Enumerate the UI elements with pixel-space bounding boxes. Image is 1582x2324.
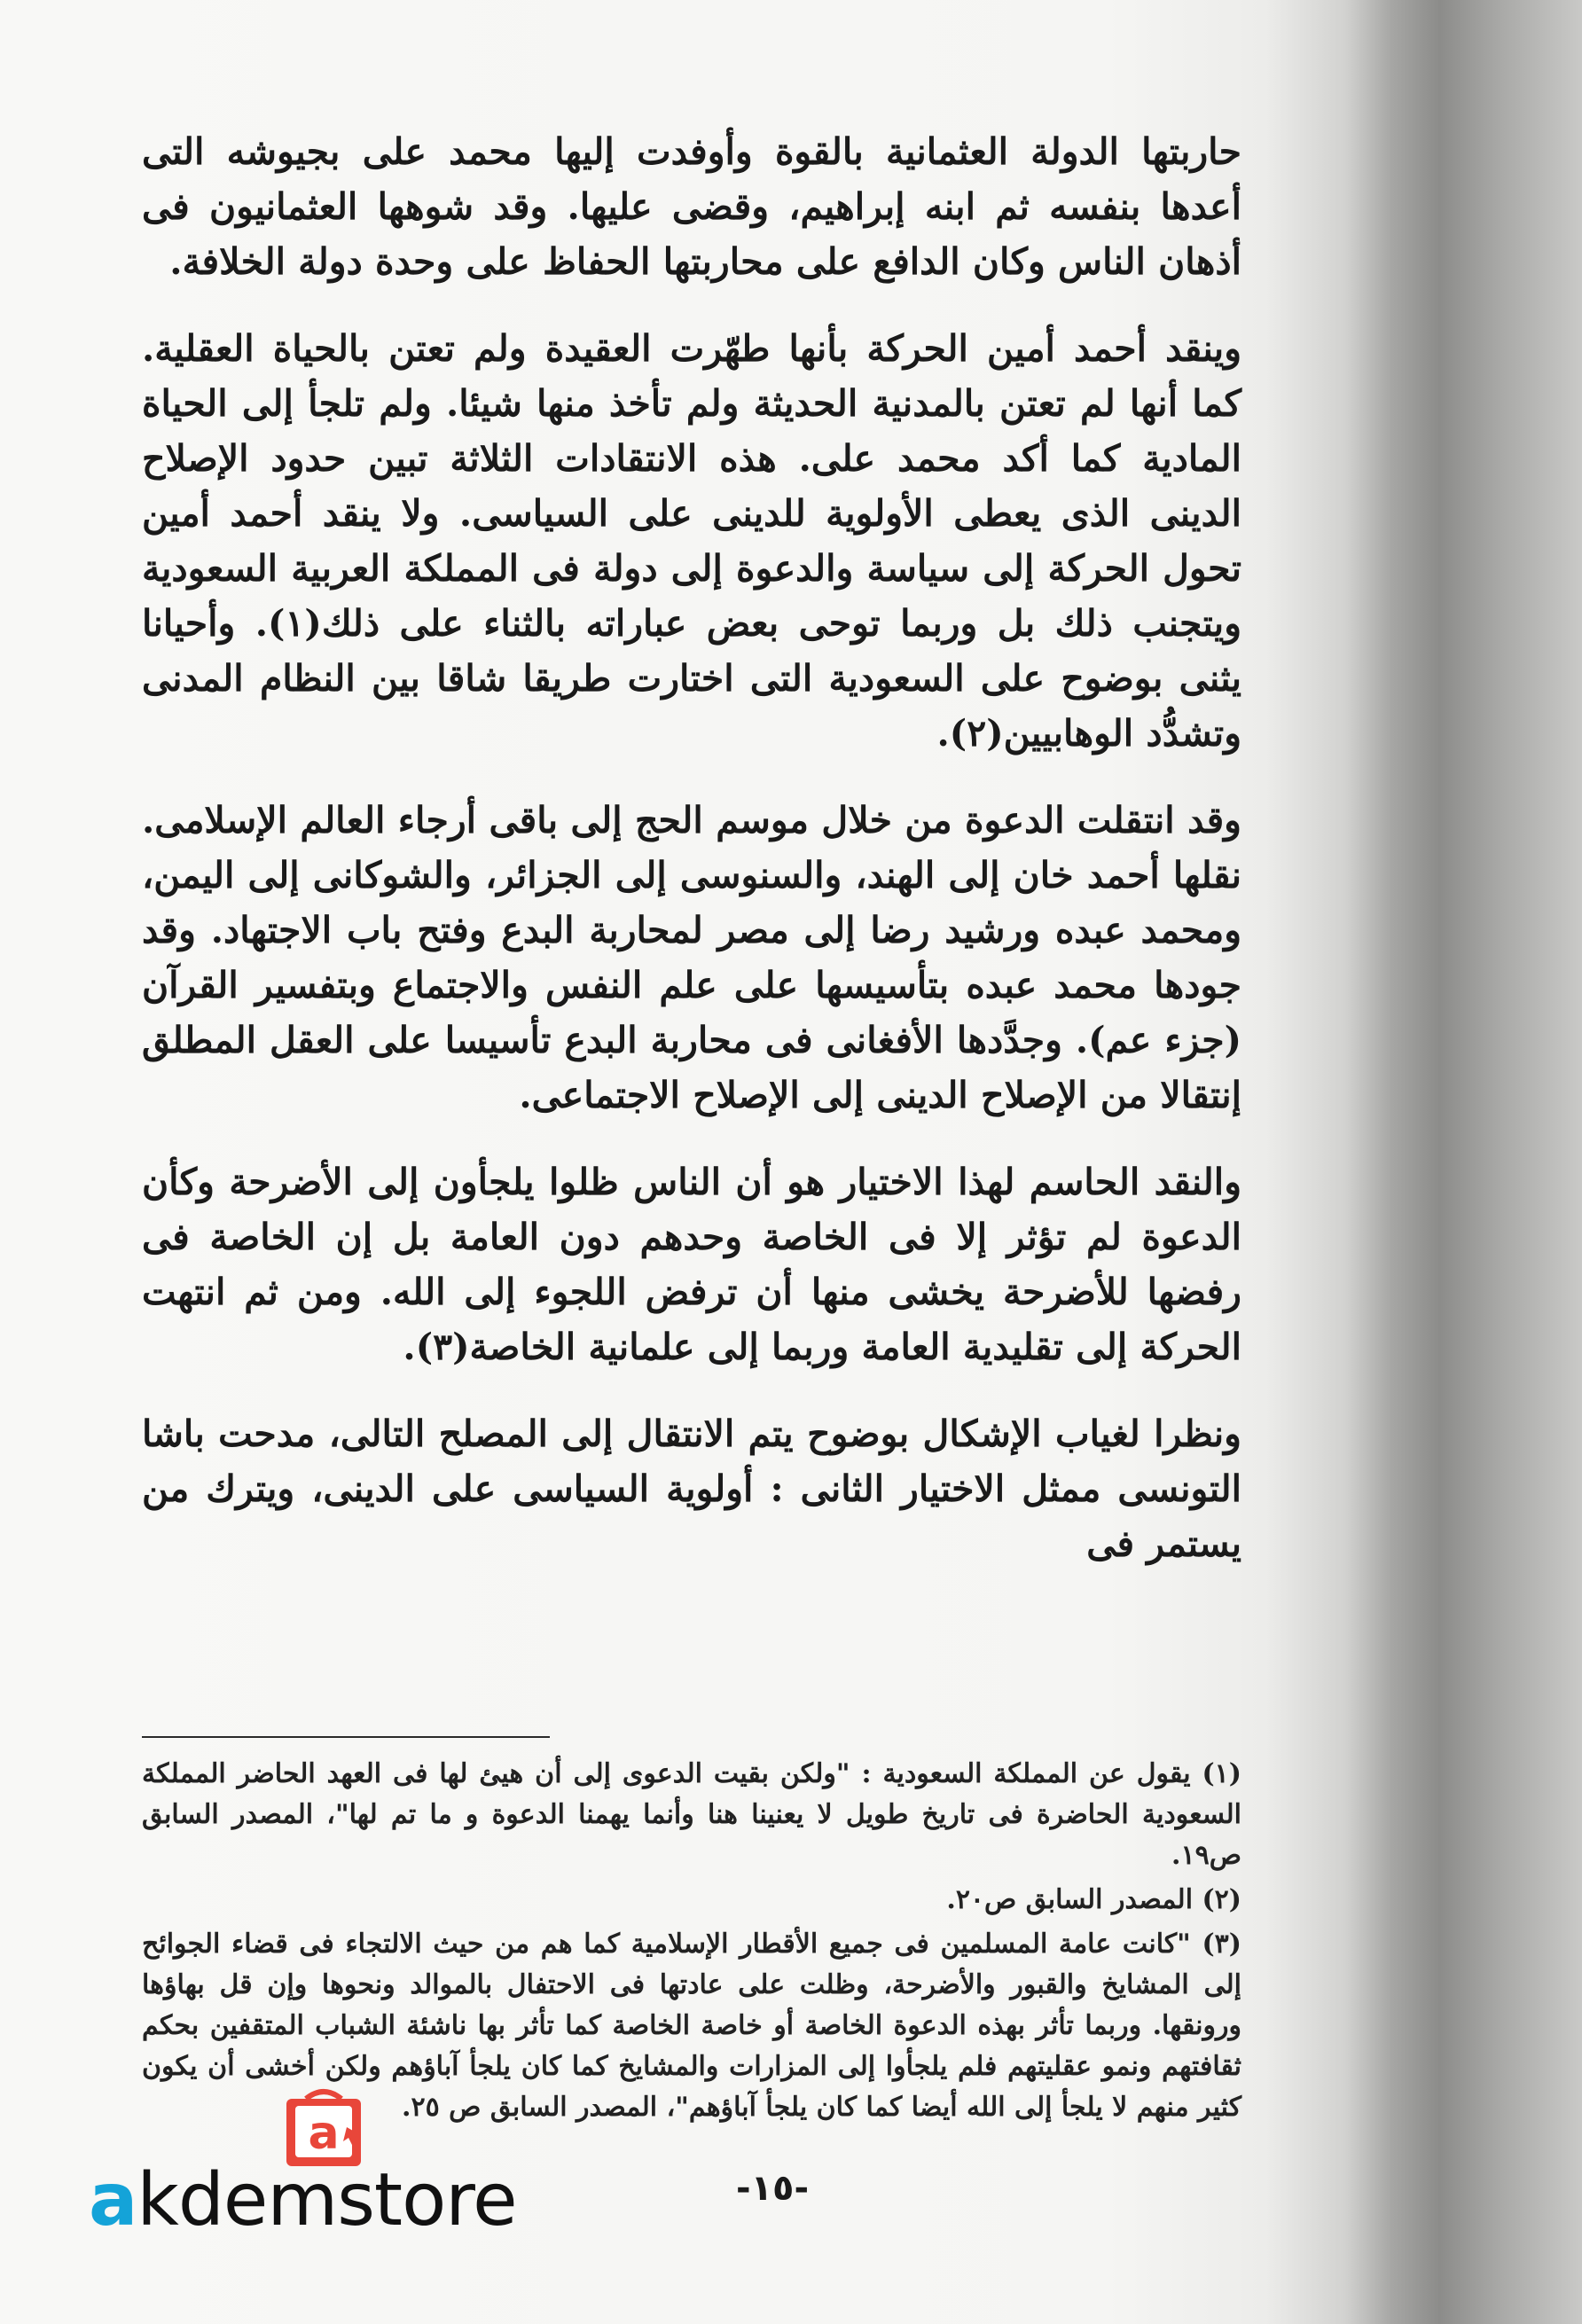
brand-first-letter: a: [89, 2158, 137, 2242]
paragraph-3: وقد انتقلت الدعوة من خلال موسم الحج إلى باقى أرجاء العالم الإسلامى. نقلها أحمد خان إلى الهند، والسنوسى إلى الجزائر، والشوكانى إلى اليمن، ومحمد عبده ورشيد رضا إلى مصر لمحاربة البدع وفتح باب الاجتهاد. وقد جودها محمد عبده بتأسيسها على علم النفس والاجتماع وبتفسير القرآن (جزء عم). وجدَّدها الأفغانى فى محاربة البدع تأسيسا على العقل المطلق إنتقالا من الإصلاح الدينى إلى الإصلاح الاجتماعى.: [142, 799, 1241, 1116]
page-number: -١٥-: [736, 2168, 810, 2209]
watermark-logo: [89, 2079, 585, 2242]
svg-text:a: a: [308, 2107, 340, 2160]
paragraph-2: وينقد أحمد أمين الحركة بأنها طهّرت العقيدة ولم تعتن بالحياة العقلية. كما أنها لم تعتن بالمدنية الحديثة ولم تأخذ منها شيئا. ولم تلجأ إلى الحياة المادية كما أكد محمد على. هذه الانتقادات الثلاثة تبين حدود الإصلاح الدينى الذى يعطى الأولوية للدينى على السياسى. ولا ينقد أحمد أمين تحول الحركة إلى سياسة والدعوة إلى دولة فى المملكة العربية السعودية ويتجنب ذلك بل وربما توحى بعض عباراته بالثناء على ذلك(١). وأحيانا يثنى بوضوح على السعودية التى اختارت طريقا شاقا بين النظام المدنى وتشدُّد الوهابيين(٢).: [142, 327, 1241, 755]
footnotes: [142, 1754, 1241, 2132]
body-text: [142, 124, 1241, 1603]
footnote-divider: [142, 1736, 550, 1738]
paragraph-1: حاربتها الدولة العثمانية بالقوة وأوفدت إليها محمد على بجيوشه التى أعدها بنفسه ثم ابنه إبراهيم، وقضى عليها. وقد شوهها العثمانيون فى أذهان الناس وكان الدافع على محاربتها الحفاظ على وحدة دولة الخلافة.: [142, 130, 1241, 283]
brand-rest: kdemstore: [137, 2158, 517, 2242]
paragraph-4: والنقد الحاسم لهذا الاختيار هو أن الناس ظلوا يلجأون إلى الأضرحة وكأن الدعوة لم تؤثر إلا فى الخاصة وحدهم دون العامة بل إن الخاصة فى رفضها للأضرحة يخشى منها أن ترفض اللجوء إلى الله. ومن ثم انتهت الحركة إلى تقليدية العامة وربما إلى علمانية الخاصة(٣).: [142, 1161, 1241, 1368]
footnote-1: (١) يقول عن المملكة السعودية : "ولكن بقيت الدعوى إلى أن هيئ لها فى العهد الحاضر المملكة السعودية الحاضرة فى تاريخ طويل لا يعنينا هنا وأنما يهمنا الدعوة و ما تم لها"، المصدر السابق ص١٩.: [142, 1758, 1241, 1871]
footnote-3: (٣) "كانت عامة المسلمين فى جميع الأقطار الإسلامية كما هم من حيث الالتجاء فى قضاء الجوائح إلى المشايخ والقبور والأضرحة، وظلت على عادتها فى الاحتفال بالموالد ونحوها وإن قل بهاؤها ورونقها. وربما تأثر بهذه الدعوة الخاصة أو خاصة الخاصة كما تأثر بها ناشئة الشباب المتقفين بحكم ثقافتهم ونمو عقليتهم فلم يلجأوا إلى المزارات والمشايخ كما كان يلجأ آباؤهم ولكن أخشى أن يكون كثير منهم لا يلجأ إلى الله أيضا كما كان يلجأ آباؤهم"، المصدر السابق ص ٢٥.: [142, 1929, 1241, 2123]
paragraph-5: ونظرا لغياب الإشكال بوضوح يتم الانتقال إلى المصلح التالى، مدحت باشا التونسى ممثل الاختيار الثانى : أولوية السياسى على الدينى، ويترك من يستمر فى: [142, 1412, 1241, 1565]
watermark-brand: [89, 2158, 517, 2242]
footnote-2: (٢) المصدر السابق ص٢٠.: [946, 1884, 1241, 1915]
